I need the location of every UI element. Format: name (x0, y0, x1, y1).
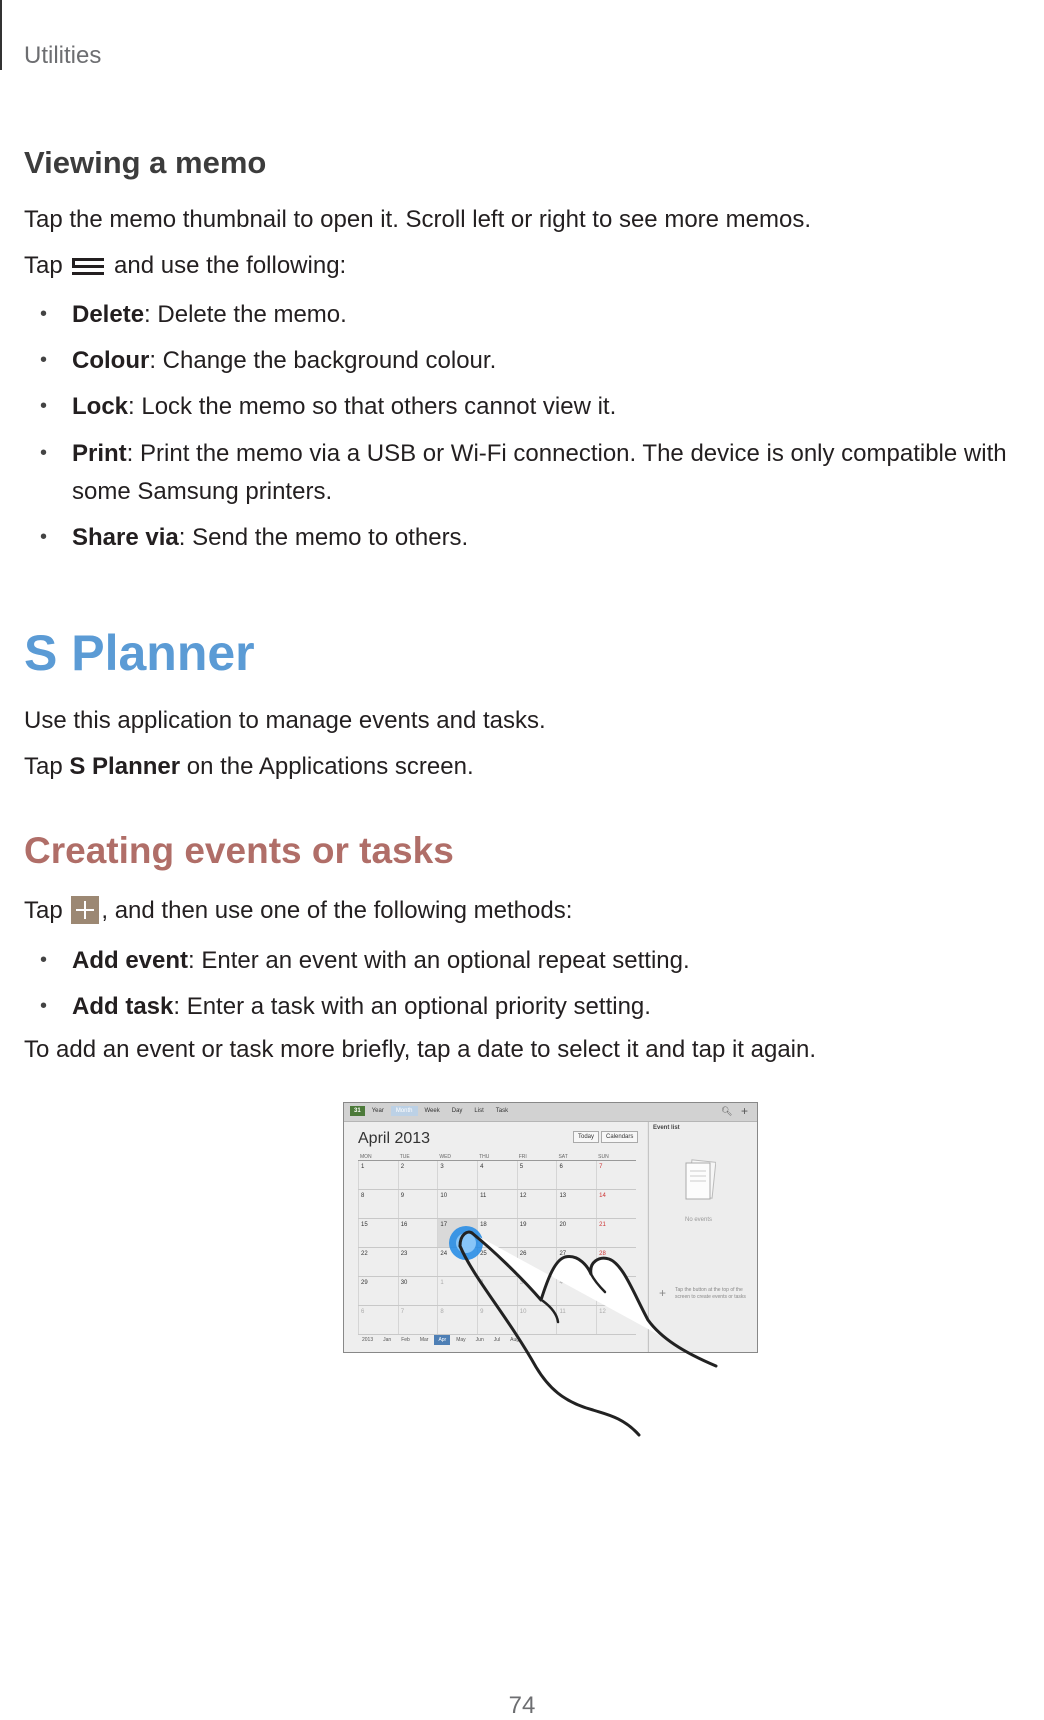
page-number: 74 (508, 1692, 536, 1719)
day-cell[interactable]: 7 (398, 1306, 438, 1334)
planner-paragraph-1: Use this application to manage events and tasks. (24, 707, 546, 734)
day-cell[interactable]: 11 (477, 1190, 517, 1218)
day-cell[interactable]: 29 (358, 1277, 398, 1305)
day-cell[interactable]: 12 (517, 1190, 557, 1218)
desc: : Change the background colour. (149, 347, 497, 374)
bullet: • (40, 442, 48, 464)
day-cell[interactable]: 8 (437, 1306, 477, 1334)
day-cell[interactable]: 23 (398, 1248, 438, 1276)
day-cell[interactable]: 4 (556, 1277, 596, 1305)
p-bold: S Planner (69, 753, 181, 780)
bullet: • (40, 303, 48, 325)
day-cell[interactable]: 6 (556, 1161, 596, 1189)
term: Colour (72, 347, 150, 374)
desc-continued: some Samsung printers. (72, 478, 333, 505)
term: Add event (72, 947, 189, 974)
day-cell[interactable]: 22 (358, 1248, 398, 1276)
day-cell[interactable]: 18 (477, 1219, 517, 1247)
day-cell[interactable]: 9 (477, 1306, 517, 1334)
no-events-label: No events (685, 1217, 713, 1223)
day-cell[interactable]: 6 (358, 1306, 398, 1334)
tab-year[interactable]: Year (371, 1108, 384, 1114)
term: Delete (72, 301, 145, 328)
tapping-hand-illustration (343, 1102, 763, 1442)
bullet: • (40, 949, 48, 971)
day-cell[interactable]: 8 (358, 1190, 398, 1218)
day-cell[interactable]: 7 (596, 1161, 636, 1189)
day-cell[interactable]: 11 (556, 1306, 596, 1334)
tab-task[interactable]: Task (495, 1108, 509, 1114)
term: Print (72, 440, 127, 467)
calendar-app-icon: 31 (350, 1106, 365, 1116)
day-cell[interactable]: 10 (437, 1190, 477, 1218)
day-cell[interactable]: 24 (437, 1248, 477, 1276)
calendars-button[interactable]: Calendars (601, 1131, 638, 1143)
day-cell[interactable]: 13 (556, 1190, 596, 1218)
bullet: • (40, 395, 48, 417)
day-cell[interactable]: 30 (398, 1277, 438, 1305)
day-cell[interactable]: 26 (517, 1248, 557, 1276)
desc: : Delete the memo. (144, 301, 347, 328)
dow-label: SUN (598, 1154, 609, 1160)
day-cell[interactable]: 3 (517, 1277, 557, 1305)
month-item[interactable]: Aug (510, 1337, 520, 1343)
month-item[interactable]: Jun (475, 1337, 484, 1343)
tab-day[interactable]: Day (451, 1108, 463, 1114)
dow-label: WED (439, 1154, 452, 1160)
bullet: • (40, 995, 48, 1017)
today-button[interactable]: Today (573, 1131, 599, 1143)
p-after: on the Applications screen. (180, 753, 474, 780)
day-cell[interactable]: 9 (398, 1190, 438, 1218)
day-cell[interactable]: 16 (398, 1219, 438, 1247)
dow-label: THU (479, 1154, 490, 1160)
tab-month[interactable]: Month (391, 1106, 418, 1116)
desc: : Enter an event with an optional repeat setting. (188, 947, 690, 974)
memo-paragraph-2 (24, 249, 346, 283)
month-title: April 2013 (358, 1130, 431, 1147)
dow-label: TUE (399, 1154, 410, 1160)
memo-p2-before: Tap (24, 252, 63, 279)
creating-paragraph-1 (24, 894, 572, 928)
tab-list[interactable]: List (474, 1108, 484, 1114)
desc: : Lock the memo so that others cannot view it. (128, 393, 617, 420)
tab-week[interactable]: Week (424, 1108, 440, 1114)
day-cell[interactable]: 2 (477, 1277, 517, 1305)
day-cell[interactable]: 21 (596, 1219, 636, 1247)
bullet: • (40, 526, 48, 548)
day-cell[interactable]: 19 (517, 1219, 557, 1247)
add-event-icon[interactable]: + (741, 1104, 749, 1118)
month-item[interactable]: May (456, 1337, 466, 1343)
day-cell[interactable]: 4 (477, 1161, 517, 1189)
month-item[interactable]: Mar (419, 1337, 429, 1343)
day-cell[interactable]: 2 (398, 1161, 438, 1189)
event-list-title: Event list (653, 1125, 680, 1131)
day-cell[interactable]: 12 (596, 1306, 636, 1334)
plus-icon: + (659, 1286, 667, 1300)
menu-icon (71, 257, 105, 277)
page-edge-line (0, 0, 2, 70)
dow-label: MON (360, 1154, 372, 1160)
heading-creating-events: Creating events or tasks (24, 830, 454, 871)
day-cell-today[interactable]: 17 (437, 1219, 477, 1247)
dow-label: FRI (518, 1154, 527, 1160)
dow-label: SAT (558, 1154, 568, 1160)
planner-paragraph-2 (24, 750, 474, 784)
bullet: • (40, 349, 48, 371)
term: Lock (72, 393, 129, 420)
s-planner-title: S Planner (24, 625, 255, 681)
day-cell[interactable]: 3 (437, 1161, 477, 1189)
month-item[interactable]: Jul (493, 1337, 501, 1343)
memo-p2-after: and use the following: (114, 252, 347, 279)
month-item-current[interactable]: Apr (434, 1335, 450, 1345)
desc: : Enter a task with an optional priority setting. (173, 993, 651, 1020)
creating-paragraph-2: To add an event or task more briefly, tap a date to select it and tap it again. (24, 1036, 817, 1063)
day-cell[interactable]: 1 (437, 1277, 477, 1305)
day-cell[interactable]: 28 (596, 1248, 636, 1276)
month-item[interactable]: Feb (401, 1337, 410, 1343)
section-header: Utilities (24, 42, 102, 69)
p-after: , and then use one of the following methods: (101, 897, 573, 924)
search-icon[interactable]: 🔍︎ (721, 1106, 733, 1116)
day-cell[interactable]: 10 (517, 1306, 557, 1334)
year-label[interactable]: 2013 (362, 1337, 374, 1343)
heading-viewing-memo: Viewing a memo (24, 145, 267, 180)
day-cell[interactable]: 20 (556, 1219, 596, 1247)
day-cell[interactable]: 25 (477, 1248, 517, 1276)
day-cell[interactable]: 1 (358, 1161, 398, 1189)
p-before: Tap (24, 897, 63, 924)
month-item[interactable]: Jan (383, 1337, 392, 1343)
hint-text: Tap the button at the top of the screen to create events or tasks (675, 1287, 746, 1300)
add-icon (71, 896, 99, 924)
desc: : Send the memo to others. (178, 524, 469, 551)
p-before: Tap (24, 753, 70, 780)
day-cell[interactable]: 5 (517, 1161, 557, 1189)
memo-paragraph-1: Tap the memo thumbnail to open it. Scroll left or right to see more memos. (24, 206, 812, 233)
day-cell[interactable]: 14 (596, 1190, 636, 1218)
day-cell[interactable]: 27 (556, 1248, 596, 1276)
day-cell[interactable]: 15 (358, 1219, 398, 1247)
term: Share via (72, 524, 179, 551)
term: Add task (72, 993, 174, 1020)
desc: : Print the memo via a USB or Wi-Fi connection. The device is only compatible with (126, 440, 1007, 467)
